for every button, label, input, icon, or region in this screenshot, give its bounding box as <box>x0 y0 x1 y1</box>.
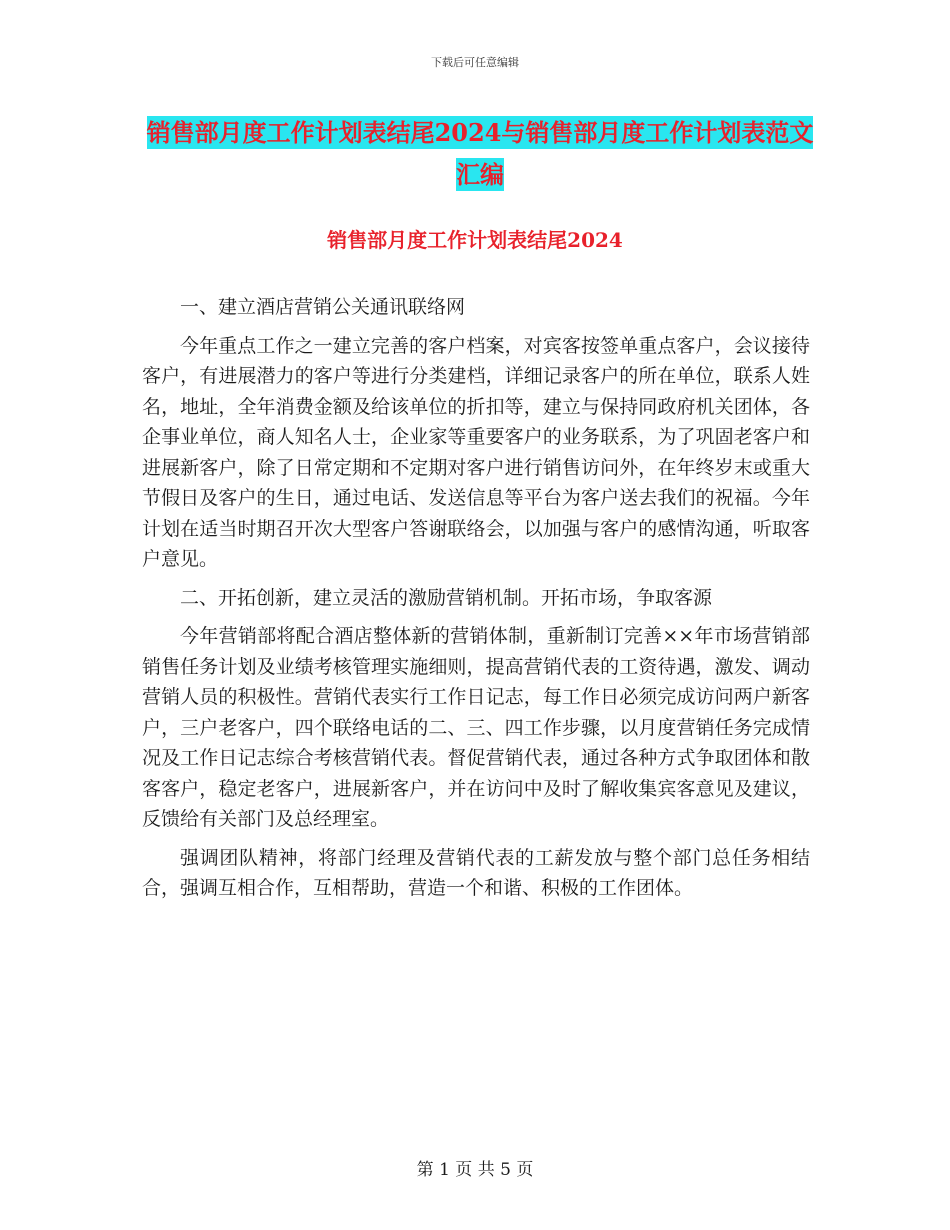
document-title-text: 销售部月度工作计划表结尾2024与销售部月度工作计划表范文汇编 <box>146 118 814 189</box>
paragraph-3: 强调团队精神，将部门经理及营销代表的工薪发放与整个部门总任务相结合，强调互相合作，互相帮助，营造一个和谐、积极的工作团体。 <box>142 846 810 899</box>
document-title <box>140 112 820 196</box>
document-body <box>142 292 810 904</box>
paragraph-1: 今年重点工作之一建立完善的客户档案，对宾客按签单重点客户，会议接待客户，有进展潜力的客户等进行分类建档，详细记录客户的所在单位，联系人姓名，地址，全年消费金额及给该单位的折扣等，建立与保持同政府机关团体，各企事业单位，商人知名人士，企业家等重要客户的业务联系，为了巩固老客户和进展新客户，除了日常定期和不定期对客户进行销售访问外，在年终岁末或重大节假日及客户的生日，通过电话、发送信息等平台为客户送去我们的祝福。今年计划在适当时期召开次大型客户答谢联络会，以加强与客户的感情沟通，听取客户意见。 <box>142 334 810 570</box>
page-header-note: 下载后可任意编辑 <box>431 56 519 69</box>
section-title: 销售部月度工作计划表结尾2024 <box>327 228 623 252</box>
paragraph-heading-1: 一、建立酒店营销公关通讯联络网 <box>180 296 466 318</box>
paragraph-2: 今年营销部将配合酒店整体新的营销体制，重新制订完善××年市场营销部销售任务计划及业绩考核管理实施细则，提高营销代表的工资待遇，激发、调动营销人员的积极性。营销代表实行工作日记志，每工作日必须完成访问两户新客户，三户老客户，四个联络电话的二、三、四工作步骤，以月度营销任务完成情况及工作日记志综合考核营销代表。督促营销代表，通过各种方式争取团体和散客客户，稳定老客户，进展新客户，并在访问中及时了解收集宾客意见及建议，反馈给有关部门及总经理室。 <box>142 625 810 830</box>
page-indicator: 第 1 页 共 5 页 <box>416 1160 534 1180</box>
paragraph-heading-2: 二、开拓创新，建立灵活的激励营销机制。开拓市场，争取客源 <box>180 586 713 609</box>
